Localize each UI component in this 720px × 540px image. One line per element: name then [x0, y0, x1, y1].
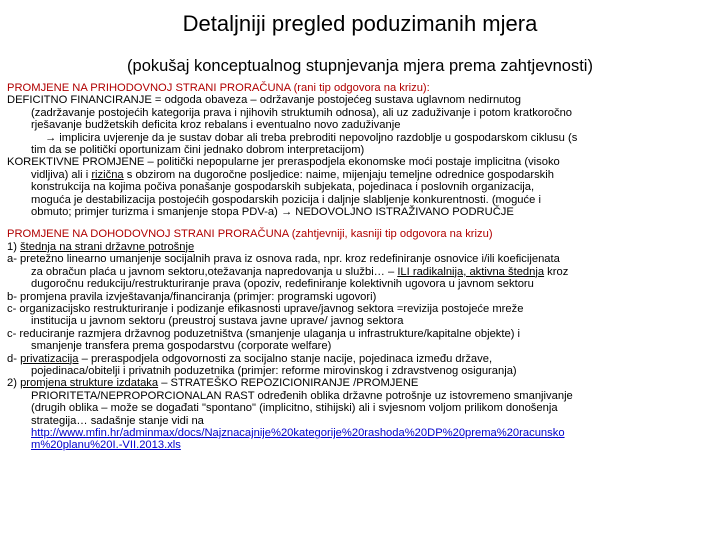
- deficit-line-3: rješavanje budžetskih deficita kroz rebalans i eventualno novo zaduživanje: [31, 119, 401, 132]
- section2-heading: [7, 228, 713, 240]
- korektivne-line-2: [7, 169, 713, 181]
- korektivne-line-3: konstrukcija na kojima počiva ponašanje gospodarskih subjekata, pojedinaca i poslovnih organizacija,: [31, 181, 535, 194]
- item1-number: 1): [7, 240, 21, 253]
- item-c2-line-2: smanjenje transfera prema gospodarstvu (corporate welfare): [31, 340, 332, 353]
- section1-heading-note: (rani tip odgovora na krizu):: [290, 82, 430, 94]
- item-a-line-3: dugoročnu redukciju/restrukturiranje prava (opoziv, redefiniranje kolektivnih ugovora u javnom sektoru: [31, 278, 534, 291]
- item-a-line-2: [7, 266, 713, 278]
- korektivne-line-4: moguća je destabilizacija postojećih gospodarskih pozicija i daljnje slabljenje konkurentnosti. (moguće i: [31, 193, 541, 206]
- korektivne-text-5b: NEDOVOLJNO ISTRAŽIVANO PODRUČJE: [292, 206, 514, 219]
- mfin-link-cont[interactable]: [7, 439, 713, 451]
- item-d-prefix: d-: [7, 352, 21, 365]
- section1-heading-label: PROMJENE NA PRIHODOVNOJ STRANI PRORAČUNA: [7, 82, 291, 94]
- deficit-line: DEFICITNO FINANCIRANJE = odgoda obaveza – održavanje postojećeg sustava uglavnom nedirnutog: [7, 94, 521, 107]
- item-b-line: b- promjena pravila izvještavanja/financiranja (primjer: programski ugovori): [7, 290, 377, 303]
- deficit-line-2: (zadržavanje postojećih kategorija prava i njihovih struktumih odnosa), ali uz zaduživanje i potom kratkoročno: [31, 106, 573, 119]
- item2-label: promjena strukture izdataka: [20, 377, 159, 390]
- section2-heading-label: PROMJENE NA DOHODOVNOJ STRANI PRORAČUNA: [7, 228, 289, 241]
- item2-line-4: strategija… sadašnje stanje vidi na: [31, 414, 204, 427]
- page-title: Detaljniji pregled poduzimanih mjera: [182, 11, 538, 36]
- item2-line-2: PRIORITETA/NEPROPORCIONALAN RAST određenih oblika državne potrošnje uz istovremeno smanjivanje: [31, 389, 573, 402]
- korektivne-text: – politički nepopularne jer preraspodjela ekonomske moći postaje implicitna (visoko: [144, 156, 560, 169]
- korektivne-text-2a: vidljiva) ali i: [31, 168, 92, 181]
- aktivna-stednja-text: ILI radikalnija, aktivna štednja: [397, 265, 545, 278]
- arrow-icon: →: [280, 206, 293, 219]
- page-subtitle: (pokušaj konceptualnog stupnjevanja mjera prema zahtjevnosti): [127, 57, 593, 75]
- korektivne-line-5: [7, 206, 713, 218]
- deficit-implication: [7, 132, 713, 144]
- item-c-line: c- organizacijsko restrukturiranje i podizanje efikasnosti uprave/javnog sektora =revizija postojeće mreže: [7, 302, 524, 315]
- privatizacija-text: privatizacija: [20, 352, 79, 365]
- mfin-link-line-1[interactable]: http://www.mfin.hr/adminmax/docs/Najznacajnije%20kategorije%20rashoda%20DP%20prema%20racunsko: [31, 426, 565, 439]
- item2-line: [7, 377, 713, 389]
- korektivne-label: KOREKTIVNE PROMJENE: [7, 156, 145, 169]
- korektivne-text-2b: s obzirom na dugoročne posljedice: naime, mijenjaju temeljne odrednice gospodarskih: [123, 168, 554, 181]
- item1-text: štednja na strani državne potrošnje: [20, 240, 195, 253]
- item-a-text-2a: za obračun plaća u javnom sektoru,otežavanja napredovanja u službi… –: [31, 265, 398, 278]
- main-content: [7, 82, 713, 452]
- section-gap: [7, 218, 713, 228]
- item-c-line-2: institucija u javnom sektoru (preustroj sustava javne uprave/ javnog sektora: [31, 315, 404, 328]
- mfin-link[interactable]: [7, 427, 713, 439]
- item-d-text: – preraspodjela odgovornosti za socijalno stanje nacije, pojedinaca između države,: [78, 352, 493, 365]
- mfin-link-line-2[interactable]: m%20planu%20I.-VII.2013.xls: [31, 439, 181, 452]
- item2-text: – STRATEŠKO REPOZICIONIRANJE /PROMJENE: [158, 377, 419, 390]
- item-a-text-2b: kroz: [544, 265, 569, 278]
- item-c2-line: c- reduciranje razmjera državnog poduzetništva (smanjenje ulaganja u infrastrukture/kapitalne objekte) i: [7, 327, 521, 340]
- deficit-implication-2: tim da se politički oportunizam čini jednako dobrom interpretacijom): [31, 144, 365, 157]
- section1-heading: [7, 82, 713, 94]
- deficit-implication-text: implicira uvjerenje da je sustav dobar ali treba prebroditi nepovoljno razdoblje u gospodarskom ciklusu (s: [56, 131, 578, 144]
- item1: [7, 241, 713, 253]
- korektivne-line: [7, 156, 713, 168]
- korektivne-text-5a: obmuto; primjer turizma i smanjenje stopa PDV-a): [31, 206, 281, 219]
- item-a-line: a- pretežno linearno umanjenje socijalnih prava iz osnova rada, npr. kroz redefiniranje osnovice i/ili koeficijenata: [7, 253, 560, 266]
- section2-heading-note: (zahtjevniji, kasniji tip odgovora na krizu): [288, 228, 493, 241]
- arrow-icon: →: [45, 131, 57, 144]
- item2-line-3: (drugih oblika – može se događati "spontano" (implicitno, stihijski) ali i svjesnom voljom prilikom donošenja: [31, 402, 558, 415]
- rizicna-text: rizična: [91, 168, 124, 181]
- item2-number: 2): [7, 377, 21, 390]
- item-d-line: [7, 353, 713, 365]
- item-d-line-2: pojedinaca/obitelji i privatnih poduzetnika (primjer: reforme mirovinskog i zdravstvenog osiguranja): [31, 364, 517, 377]
